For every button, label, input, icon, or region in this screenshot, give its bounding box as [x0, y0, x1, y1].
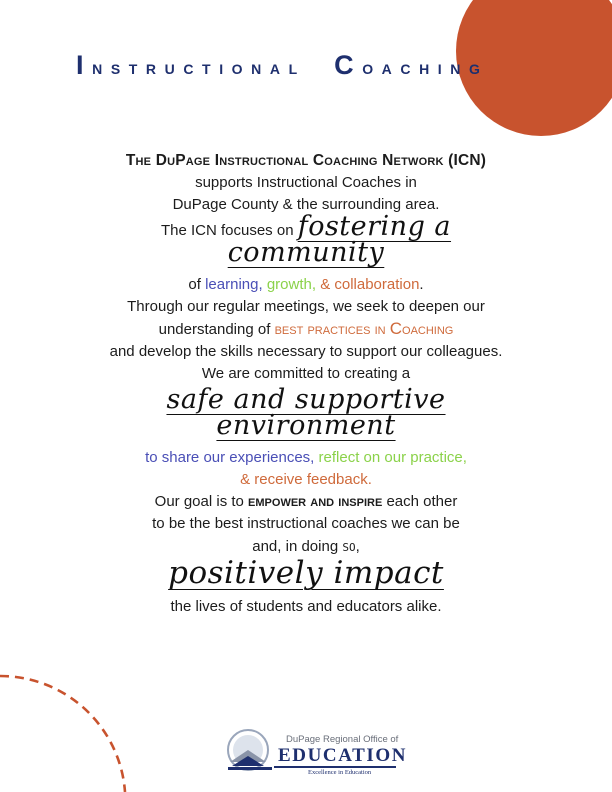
values-line — [96, 274, 516, 296]
logo-tagline: Excellence in Education — [308, 769, 372, 776]
decorative-dashed-arc — [0, 672, 140, 792]
goal-last-line: the lives of students and educators alike. — [170, 598, 442, 615]
focus-line — [96, 211, 516, 268]
meetings-line-2: understanding of best practices in Coaching — [158, 319, 454, 338]
intro-line-2: DuPage County & the surrounding area. — [172, 196, 440, 213]
intro-line-1: supports Instructional Coaches in — [195, 174, 417, 191]
empower-phrase: empower and inspire — [248, 493, 383, 510]
logo-top-text: DuPage Regional Office of — [286, 734, 399, 745]
roe-logo — [222, 726, 408, 778]
goal-line-1: Our goal is to empower and inspire each other — [154, 493, 458, 510]
meetings-line-1: Through our regular meetings, we seek to deepen our — [127, 298, 485, 315]
so-word: so — [342, 537, 356, 555]
feedback-text: & receive feedback. — [240, 471, 372, 488]
logo-divider — [274, 766, 396, 768]
commitment-script-line — [96, 384, 516, 441]
seal-icon — [222, 726, 278, 776]
value-learning: learning, — [205, 276, 263, 293]
commitment-share-line — [96, 447, 516, 469]
intro-heading: The DuPage Instructional Coaching Network (ICN) — [125, 152, 487, 169]
goal-line-2: to be the best instructional coaches we can be — [152, 515, 460, 532]
best-practices-phrase: best practices in Coaching — [274, 319, 454, 338]
goal-line-3: and, in doing so, — [252, 537, 360, 555]
focus-script: fostering a community — [227, 211, 452, 268]
value-collaboration: & collaboration — [320, 276, 420, 293]
meetings-line-3: and develop the skills necessary to support our colleagues. — [109, 343, 503, 360]
values-period: . — [419, 276, 424, 293]
focus-lead: The ICN focuses on — [160, 222, 294, 239]
goal-script-line — [96, 555, 516, 591]
logo-main-text: EDUCATION — [278, 745, 408, 766]
values-of: of — [188, 276, 201, 293]
value-growth: growth, — [266, 276, 317, 293]
page-title: Instructional Coaching — [76, 50, 489, 80]
commitment-script: safe and supportive environment — [166, 384, 446, 441]
share-text: to share our experiences, — [145, 449, 315, 466]
commitment-lead: We are committed to creating a — [201, 365, 411, 382]
goal-script: positively impact — [168, 555, 444, 591]
reflect-text: reflect on our practice, — [318, 449, 467, 466]
content — [96, 150, 516, 618]
